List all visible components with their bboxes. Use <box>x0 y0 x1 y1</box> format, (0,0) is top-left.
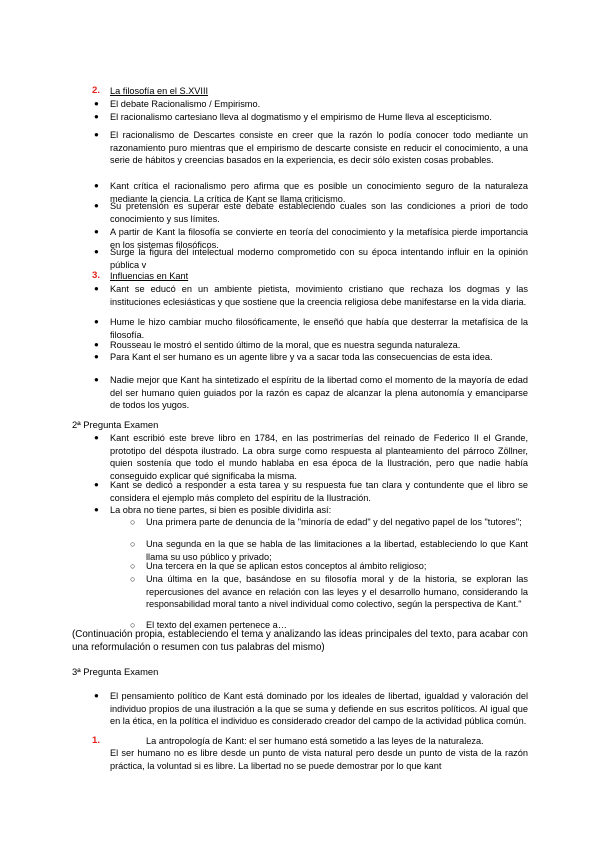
bullet-icon: ● <box>94 201 99 210</box>
list-item: Kant se dedicó a responder a esta tarea y su respuesta fue tan clara y contundente que el libro se considera el ejemplo más completo del espíritu de la Ilustración. <box>110 480 528 503</box>
subbullet-icon: ○ <box>130 561 136 571</box>
exam-title: 2ª Pregunta Examen <box>72 419 159 430</box>
sub-list-item: El texto del examen pertenece a… <box>146 620 287 630</box>
sub-list-item: Una segunda en la que se habla de las limitaciones a la libertad, estableciendo lo que Kant llama su uso público y privado; <box>146 539 528 562</box>
sub-list-item: Una última en la que, basándose en su filosofía moral y de la historia, se exploran las repercusiones del avance en relación con las leyes y el desarrollo humano, considerando la responsabilidad moral tanto a nivel individual como colectivo, según la perspectiva de Kant." <box>146 574 528 610</box>
bullet-icon: ● <box>94 247 99 256</box>
subbullet-icon: ○ <box>130 517 136 527</box>
list-item: A partir de Kant la filosofía se convierte en teoría del conocimiento y la metafísica pierde importancia en los sistemas filosóficos. <box>110 227 528 250</box>
list-item: Kant se educó en un ambiente pietista, movimiento cristiano que rechaza los dogmas y las instituciones eclesiásticas y que sostiene que la creencia religiosa debe manifestarse en la vida diaria. <box>110 284 528 307</box>
list-item: El debate Racionalismo / Empirismo. <box>110 99 261 109</box>
sub-list-item: Una tercera en la que se aplican estos conceptos al ámbito religioso; <box>146 561 427 571</box>
list-item: Kant escribió este breve libro en 1784, en las postrimerías del reinado de Federico II el Grande, prototipo del déspota ilustrado. La obra surge como respuesta al planteamiento del párroco Zöllner, quien sostenía que todo el mundo hablaba en esa época de la Ilustración, pero que nadie había conseguido explicar qué significaba la misma. <box>110 433 528 482</box>
bullet-icon: ● <box>94 284 99 293</box>
section-number: 2. <box>92 85 101 96</box>
list-item: La obra no tiene partes, si bien es posible dividirla así: <box>110 505 332 515</box>
subbullet-icon: ○ <box>130 539 136 549</box>
bullet-icon: ● <box>94 505 99 514</box>
exam-note: (Continuación propia, estableciendo el tema y analizando las ideas principales del texto, para acabar con una reformulación o resumen con tus palabras del mismo) <box>72 629 528 653</box>
subbullet-icon: ○ <box>130 620 136 630</box>
bullet-icon: ● <box>94 317 99 326</box>
list-item: Nadie mejor que Kant ha sintetizado el espíritu de la libertad como el momento de la mayoría de edad del ser humano quien guiados por la razón es capaz de alcanzar la plena autonomía y emanciparse de todos los yugos. <box>110 375 528 411</box>
list-item: Rousseau le mostró el sentido último de la moral, que es nuestra segunda naturaleza. <box>110 340 461 350</box>
bullet-icon: ● <box>94 130 99 139</box>
bullet-icon: ● <box>94 181 99 190</box>
item-number: 1. <box>92 735 101 746</box>
section-number: 3. <box>92 270 101 281</box>
section-heading: La filosofía en el S.XVIII <box>110 86 209 96</box>
list-item: Kant crítica el racionalismo pero afirma que es posible un conocimiento seguro de la naturaleza mediante la ciencia. La crítica de Kant se llama criticismo. <box>110 181 528 204</box>
bullet-icon: ● <box>94 99 99 108</box>
list-item: El racionalismo cartesiano lleva al dogmatismo y el empirismo de Hume lleva al escepticismo. <box>110 112 492 122</box>
bullet-icon: ● <box>94 340 99 349</box>
sub-list-item: Una primera parte de denuncia de la "minoría de edad" y del negativo papel de los "tutores"; <box>146 517 522 527</box>
list-item: Para Kant el ser humano es un agente libre y va a sacar toda las consecuencias de esta idea. <box>110 352 493 362</box>
bullet-icon: ● <box>94 112 99 121</box>
subbullet-icon: ○ <box>130 574 136 584</box>
list-item: Surge la figura del intelectual moderno comprometido con su época intentando influir en la opinión pública v <box>110 247 528 270</box>
list-item: El pensamiento político de Kant está dominado por los ideales de libertad, igualdad y valoración del individuo propios de una ilustración a la que se suma y defiende en sus escritos políticos. Al igual que en la ética, en la política el individuo es considerado creador del campo de la actividad pública común. <box>110 691 528 727</box>
bullet-icon: ● <box>94 691 99 700</box>
item-text: El ser humano no es libre desde un punto de vista natural pero desde un punto de vista de la razón práctica, la voluntad si es libre. La libertad no se puede demostrar por lo que kant <box>110 748 528 771</box>
bullet-icon: ● <box>94 227 99 236</box>
list-item: Hume le hizo cambiar mucho filosóficamente, le enseñó que había que desterrar la metafísica de la filosofía. <box>110 317 528 340</box>
item-first-line: La antropología de Kant: el ser humano está sometido a las leyes de la naturaleza. <box>146 736 484 746</box>
exam-title: 3ª Pregunta Examen <box>72 666 159 677</box>
list-item: El racionalismo de Descartes consiste en creer que la razón lo podía conocer todo mediante un razonamiento puro mientras que el empirismo de descarte consiste en reducir el conocimiento, a una serie de hábitos y creencias basados en la experiencia, es decir sólo existen cosas probables. <box>110 130 528 166</box>
bullet-icon: ● <box>94 375 99 384</box>
list-item: Su pretensión es superar este debate estableciendo cuales son las condiciones a priori de todo conocimiento y sus límites. <box>110 201 528 224</box>
bullet-icon: ● <box>94 480 99 489</box>
bullet-icon: ● <box>94 433 99 442</box>
section-heading: Influencias en Kant <box>110 271 189 281</box>
bullet-icon: ● <box>94 352 99 361</box>
